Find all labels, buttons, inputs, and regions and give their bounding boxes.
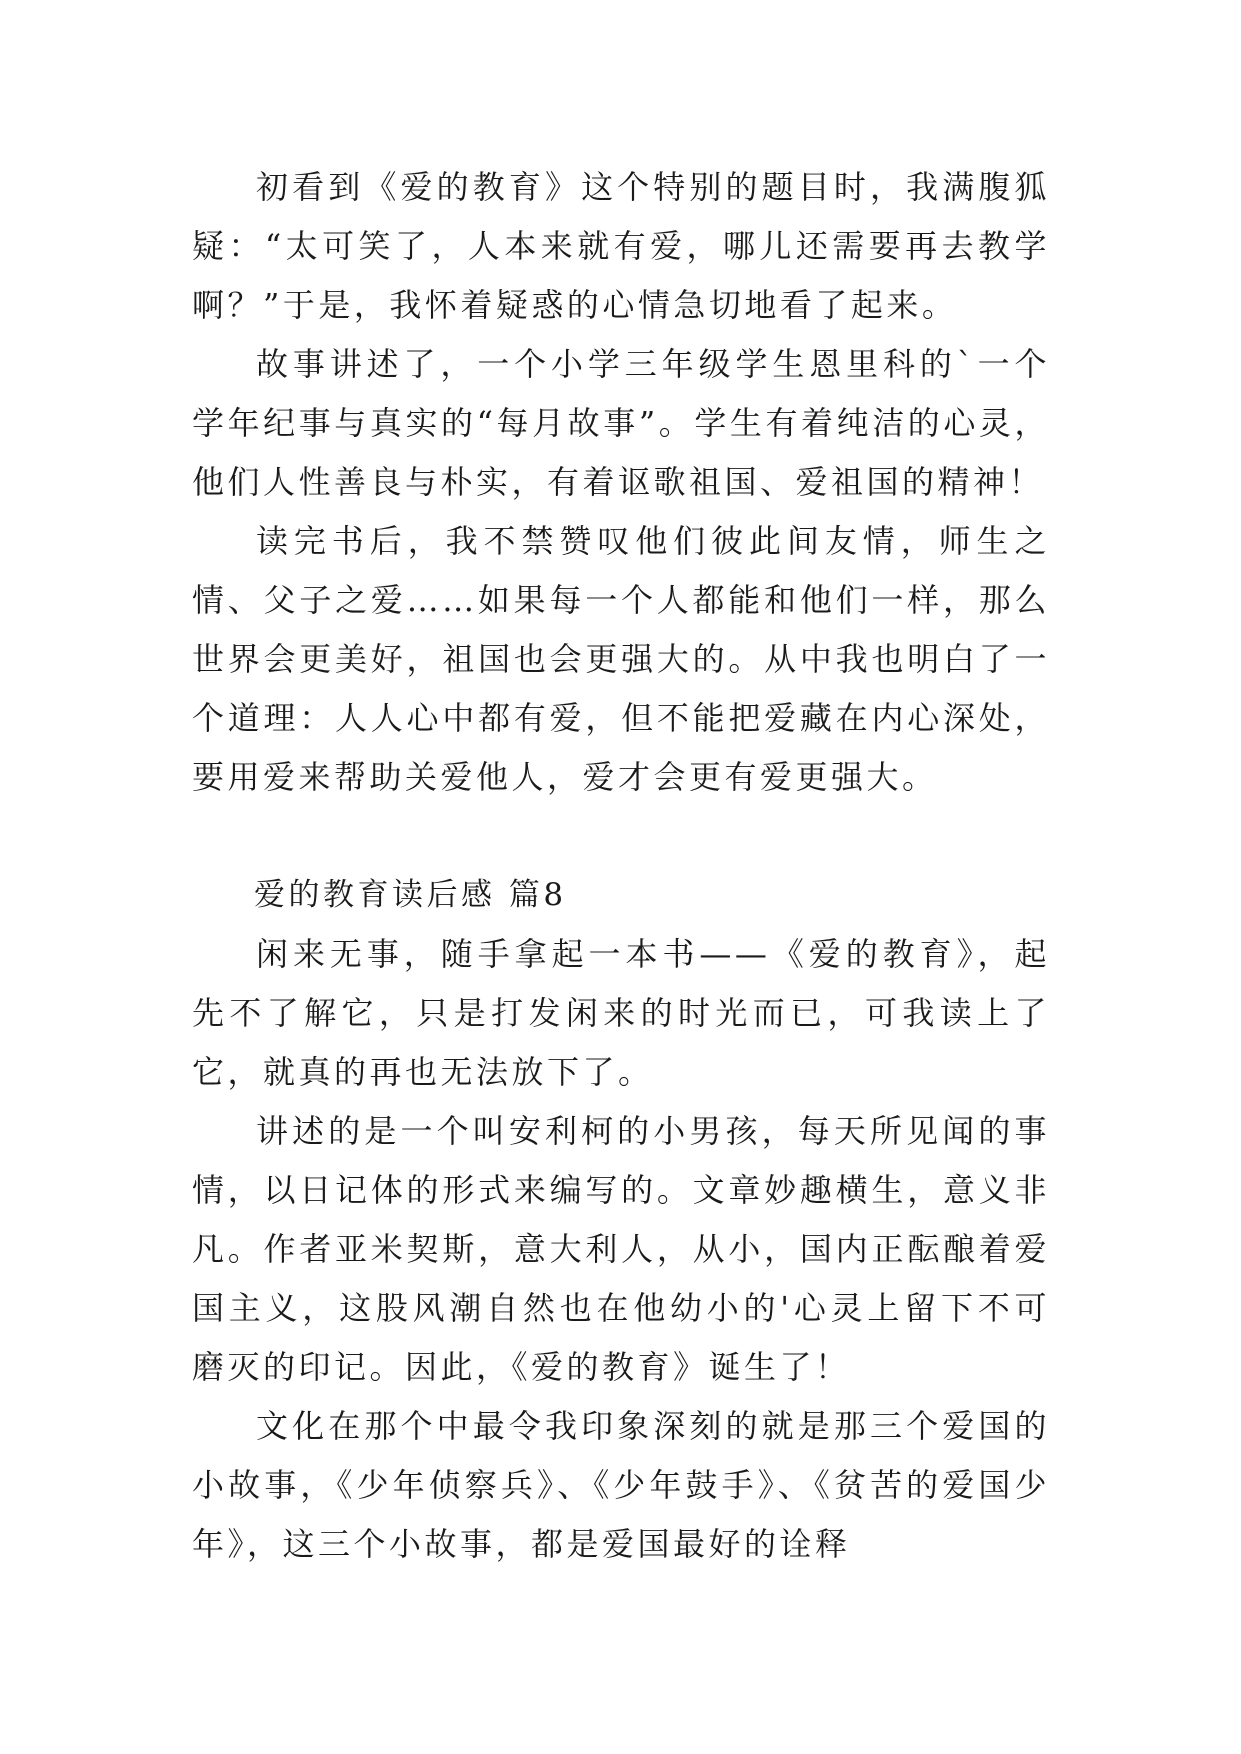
document-body xyxy=(192,158,1050,1574)
paragraph-5: 讲述的是一个叫安利柯的小男孩，每天所见闻的事情，以日记体的形式来编写的。文章妙趣横生，意义非凡。作者亚米契斯，意大利人，从小，国内正酝酿着爱国主义，这股风潮自然也在他幼小的'心灵上留下不可磨灭的印记。因此，《爱的教育》诞生了！ xyxy=(192,1112,1050,1386)
paragraph-1: 初看到《爱的教育》这个特别的题目时，我满腹狐疑：“太可笑了，人本来就有爱，哪儿还需要再去教学啊？”于是，我怀着疑惑的心情急切地看了起来。 xyxy=(192,168,1050,324)
paragraph-4: 闲来无事，随手拿起一本书——《爱的教育》，起先不了解它，只是打发闲来的时光而已，可我读上了它，就真的再也无法放下了。 xyxy=(192,935,1050,1091)
paragraph-6: 文化在那个中最令我印象深刻的就是那三个爱国的小故事，《少年侦察兵》、《少年鼓手》、《贫苦的爱国少年》，这三个小故事，都是爱国最好的诠释 xyxy=(192,1407,1050,1563)
paragraph-2: 故事讲述了，一个小学三年级学生恩里科的`一个学年纪事与真实的“每月故事”。学生有着纯洁的心灵，他们人性善良与朴实，有着讴歌祖国、爱祖国的精神！ xyxy=(192,345,1050,501)
section-heading: 爱的教育读后感 篇8 xyxy=(254,877,567,913)
paragraph-3: 读完书后，我不禁赞叹他们彼此间友情，师生之情、父子之爱……如果每一个人都能和他们一样，那么世界会更美好，祖国也会更强大的。从中我也明白了一个道理：人人心中都有爱，但不能把爱藏在内心深处，要用爱来帮助关爱他人，爱才会更有爱更强大。 xyxy=(192,522,1050,796)
